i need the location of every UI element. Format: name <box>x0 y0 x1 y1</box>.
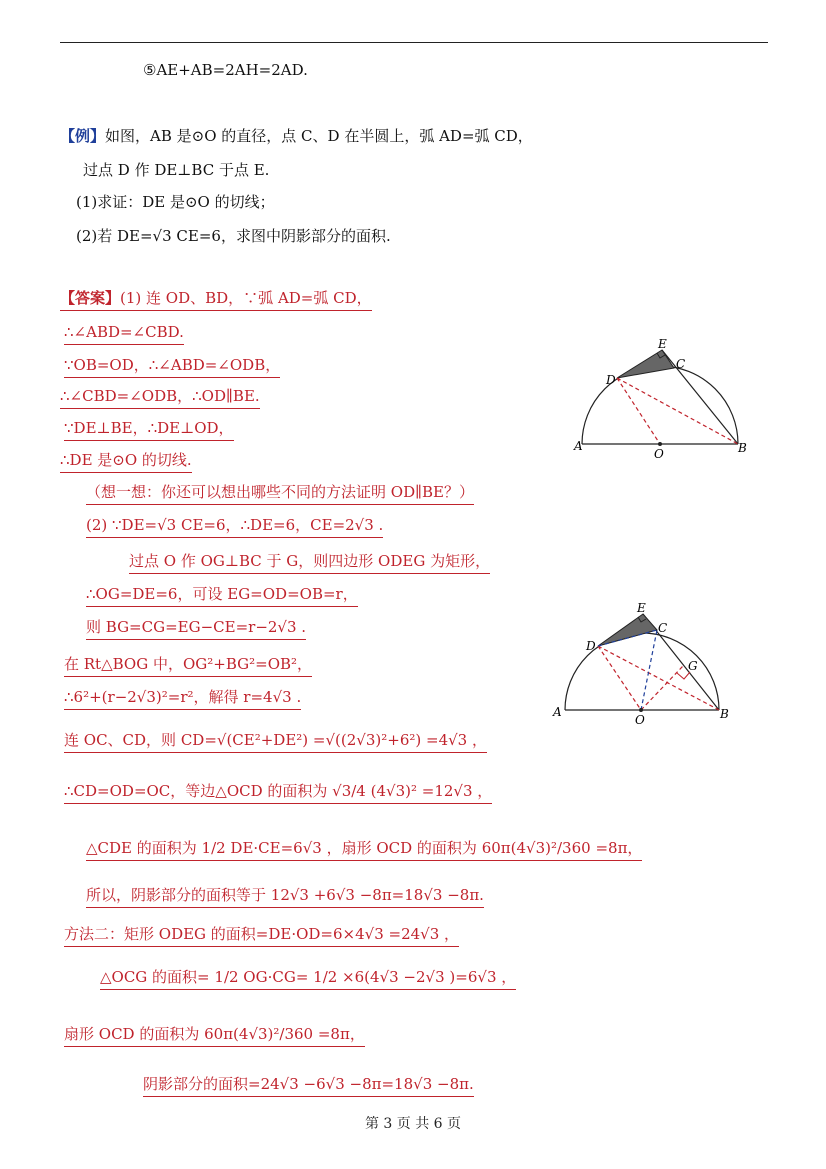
answer-line-20: 扇形 OCD 的面积为 60π(4√3)²/360 =8π， <box>64 1024 365 1047</box>
label-g: G <box>688 659 698 673</box>
top-formula: ⑤AE+AB=2AH=2AD. <box>143 61 308 79</box>
top-rule <box>60 42 768 43</box>
label-c: C <box>676 357 686 371</box>
line-od <box>617 378 660 444</box>
question-1: (1)求证：DE 是⊙O 的切线； <box>76 193 275 211</box>
answer-line-13: ∴6²+(r−2√3)²=r²，解得 r=4√3 . <box>64 687 301 710</box>
answer-line-1 <box>60 288 372 311</box>
label-e: E <box>637 601 646 615</box>
center-point <box>639 708 643 712</box>
answer-tag: 【答案】 <box>60 289 121 307</box>
answer-line-18: 方法二：矩形 ODEG 的面积=DE·OD=6×4√3 =24√3 ， <box>64 924 459 947</box>
right-angle-mark-g <box>677 672 690 679</box>
answer-line-6: ∴DE 是⊙O 的切线. <box>60 450 192 473</box>
example-line-2: 过点 D 作 DE⊥BC 于点 E. <box>83 161 270 179</box>
line-bd <box>598 646 719 710</box>
answer-line-21: 阴影部分的面积=24√3 −6√3 −8π=18√3 −8π. <box>143 1074 474 1097</box>
shaded-region <box>598 614 657 646</box>
answer-line-10: ∴OG=DE=6，可设 EG=OD=OB=r， <box>86 584 358 607</box>
line-eb <box>662 350 738 444</box>
label-d: D <box>586 639 596 653</box>
label-b: B <box>738 441 747 455</box>
label-o: O <box>635 713 645 727</box>
label-a: A <box>553 705 562 719</box>
answer-line-17: 所以，阴影部分的面积等于 12√3 +6√3 −8π=18√3 −8π. <box>86 885 484 908</box>
answer-line-12: 在 Rt△BOG 中，OG²+BG²=OB²， <box>64 654 312 677</box>
answer-line-14: 连 OC、CD，则 CD=√(CE²+DE²) =√((2√3)²+6²) =4√3 ， <box>64 730 487 753</box>
answer-line-4: ∴∠CBD=∠ODB，∴OD∥BE. <box>60 386 260 409</box>
answer-line-16: △CDE 的面积为 1/2 DE·CE=6√3 ，扇形 OCD 的面积为 60π(4√3)²/360 =8π， <box>86 838 642 861</box>
label-b: B <box>720 707 729 721</box>
answer-text-1: (1) 连 OD、BD，∵弧 AD=弧 CD， <box>120 289 372 307</box>
answer-line-5: ∵DE⊥BE，∴DE⊥OD， <box>64 418 234 441</box>
figure-1 <box>570 336 760 466</box>
label-e: E <box>658 337 667 351</box>
answer-line-19: △OCG 的面积= 1/2 OG·CG= 1/2 ×6(4√3 −2√3 )=6√3 ， <box>100 967 516 990</box>
label-d: D <box>606 373 616 387</box>
center-point <box>658 442 662 446</box>
label-o: O <box>654 447 664 461</box>
answer-line-3: ∵OB=OD，∴∠ABD=∠ODB， <box>64 355 280 378</box>
example-tag: 【例】 <box>60 127 106 145</box>
answer-line-11: 则 BG=CG=EG−CE=r−2√3 . <box>86 617 306 640</box>
page-footer: 第 3 页 共 6 页 <box>364 1116 462 1132</box>
example-text-1: 如图，AB 是⊙O 的直径，点 C、D 在半圆上，弧 AD=弧 CD， <box>105 127 533 145</box>
line-bd <box>617 378 738 444</box>
label-a: A <box>574 439 583 453</box>
answer-line-15: ∴CD=OD=OC，等边△OCD 的面积为 √3/4 (4√3)² =12√3 ， <box>64 781 492 804</box>
answer-line-7: （想一想：你还可以想出哪些不同的方法证明 OD∥BE？） <box>86 482 474 505</box>
figure-2 <box>545 600 745 730</box>
question-2: (2)若 DE=√3 CE=6，求图中阴影部分的面积. <box>76 227 391 245</box>
example-line-1 <box>60 126 533 146</box>
answer-line-8: (2) ∵DE=√3 CE=6，∴DE=6，CE=2√3 . <box>86 515 383 538</box>
answer-line-2: ∴∠ABD=∠CBD. <box>64 322 184 345</box>
line-od <box>598 646 641 710</box>
label-c: C <box>658 621 668 635</box>
answer-line-9: 过点 O 作 OG⊥BC 于 G，则四边形 ODEG 为矩形， <box>129 551 490 574</box>
